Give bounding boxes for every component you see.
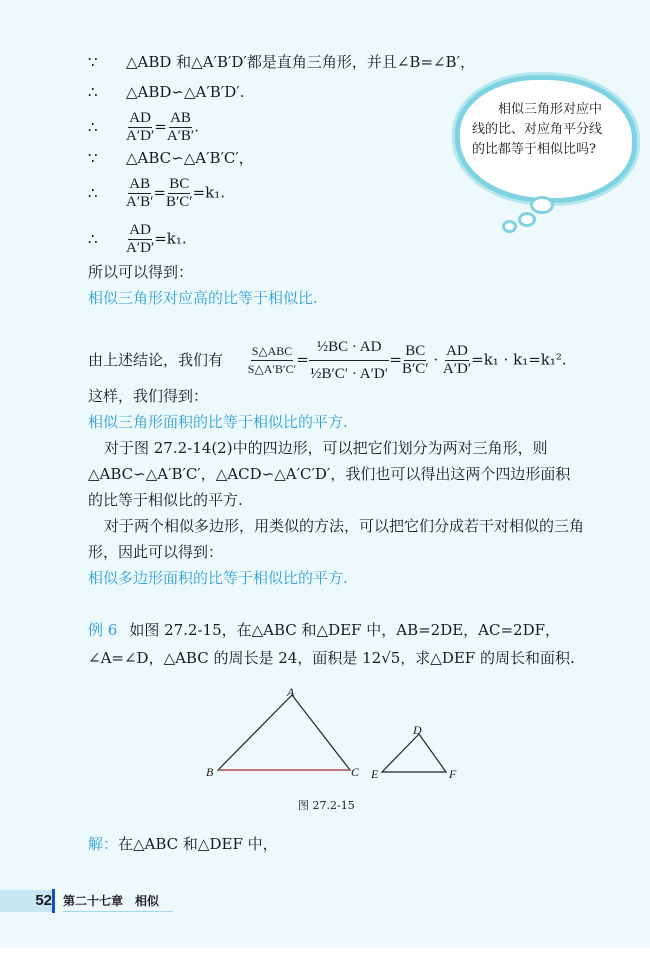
- label-f: F: [449, 767, 457, 781]
- triangle-abc: [218, 695, 350, 770]
- num: AD: [129, 222, 151, 238]
- example-line-2: ∠A=∠D，△ABC 的周长是 24，面积是 12√5，求△DEF 的周长和面积.: [88, 649, 575, 667]
- conclusion-3: 相似多边形面积的比等于相似比的平方.: [88, 569, 348, 587]
- figure-caption: 图 27.2-15: [298, 799, 355, 812]
- paragraph: 对于两个相似多边形，用类似的方法，可以把它们分成若干对相似的三角: [104, 517, 585, 535]
- page-number: 52: [0, 890, 52, 912]
- conclusion-2: 相似三角形面积的比等于相似比的平方.: [88, 413, 348, 431]
- num: ½BC · AD: [309, 334, 390, 361]
- paragraph: 的比等于相似比的平方.: [88, 491, 243, 509]
- therefore-symbol: ∴: [88, 83, 98, 101]
- fraction: [443, 343, 471, 378]
- example-line-1: [88, 620, 560, 640]
- fraction: [309, 334, 390, 387]
- fraction: [126, 110, 154, 145]
- figure-triangles: [200, 680, 470, 790]
- text: 所以可以得到：: [88, 263, 194, 281]
- text: =k₁ · k₁=k₁².: [471, 350, 567, 369]
- example-label: 例 6: [88, 621, 118, 639]
- fraction: [167, 110, 194, 145]
- text: △ABD∽△A′B′D′.: [126, 83, 245, 101]
- num: AB: [170, 110, 191, 126]
- den: B′C′: [165, 194, 193, 210]
- footer-divider: [52, 889, 55, 913]
- label-b: B: [206, 765, 214, 779]
- num: AD: [129, 110, 151, 126]
- chapter-title: 第二十七章 相似: [63, 892, 173, 912]
- label-c: C: [351, 765, 360, 779]
- label-e: E: [371, 767, 379, 781]
- den: A′B′: [126, 194, 154, 210]
- text: △ABC∽△A′B′C′，: [126, 149, 254, 167]
- num: AB: [129, 176, 151, 192]
- because-symbol: ∵: [88, 149, 98, 167]
- text: =k₁.: [192, 183, 226, 202]
- label-a: A: [287, 685, 295, 699]
- den: S△A′B′C′: [247, 362, 297, 376]
- fraction: [126, 176, 153, 211]
- proof-line-3: ∴ $\frac{AD}{A'D'}$ = $\frac{AB}{A'B'}$ .: [88, 110, 199, 144]
- derivation: 由上述结论，我们有 $\frac{\text{S△ABC}}{S\triangle A'B'C'}$ = $\frac{\text{½BC · AD}}{\text{½B′C′ · A′D′}}$ = $\frac{BC}{B'C'}$ · $\frac{AD}{A'D'}$ =k₁ · k₁=k₁².: [88, 334, 567, 387]
- text: 在△ABC 和△DEF 中，: [118, 835, 278, 853]
- cloud-bubble: [530, 196, 554, 214]
- den: ½B′C′ · A′D′: [310, 366, 388, 382]
- therefore-symbol: ∴: [88, 117, 98, 136]
- solution-line: [88, 834, 278, 854]
- paragraph: 对于图 27.2-14(2)中的四边形，可以把它们划分为两对三角形，则: [104, 439, 548, 457]
- den: A′D′: [442, 361, 472, 377]
- paragraph: 形，因此可以得到：: [88, 543, 224, 561]
- text: =k₁.: [154, 229, 187, 248]
- den: B′C′: [402, 361, 429, 377]
- therefore-symbol: ∴: [88, 183, 98, 202]
- proof-line-2: [88, 82, 244, 102]
- fraction: [248, 343, 296, 378]
- den: A′B′: [166, 128, 195, 144]
- solution-label: 解：: [88, 835, 119, 853]
- conclusion-1: 相似三角形对应高的比等于相似比.: [88, 289, 318, 307]
- proof-line-4: [88, 148, 254, 168]
- num: AD: [446, 343, 468, 359]
- fraction: [126, 222, 154, 257]
- num: S△ABC: [251, 343, 294, 361]
- den: A′D′: [126, 128, 155, 144]
- text: 这样，我们得到：: [88, 387, 209, 405]
- text: 如图 27.2-15，在△ABC 和△DEF 中，AB=2DE，AC=2DF，: [129, 621, 561, 639]
- num: BC: [405, 343, 426, 359]
- num: BC: [169, 176, 190, 192]
- den: A′D′: [126, 240, 155, 256]
- proof-line-5: ∴ $\frac{AB}{A'B'}$ = $\frac{BC}{B'C'}$ =k₁.: [88, 176, 226, 210]
- therefore-symbol: ∴: [88, 229, 98, 248]
- cloud-bubble: [518, 212, 536, 227]
- paragraph: △ABC∽△A′B′C′，△ACD∽△A′C′D′，我们也可以得出这两个四边形面积: [88, 465, 571, 483]
- proof-line-1: [88, 52, 475, 72]
- label-d: D: [413, 723, 422, 737]
- cloud-question: 相似三角形对应中线的比、对应角平分线的比都等于相似比吗?: [472, 102, 603, 157]
- cloud-bubble: [502, 220, 517, 233]
- text: △ABD 和△A′B′D′都是直角三角形，并且∠B=∠B′，: [126, 53, 475, 71]
- because-symbol: ∵: [88, 53, 98, 71]
- text: 由上述结论，我们有: [88, 350, 224, 369]
- fraction: [402, 343, 429, 378]
- fraction: [166, 176, 193, 211]
- proof-line-6: [88, 222, 187, 257]
